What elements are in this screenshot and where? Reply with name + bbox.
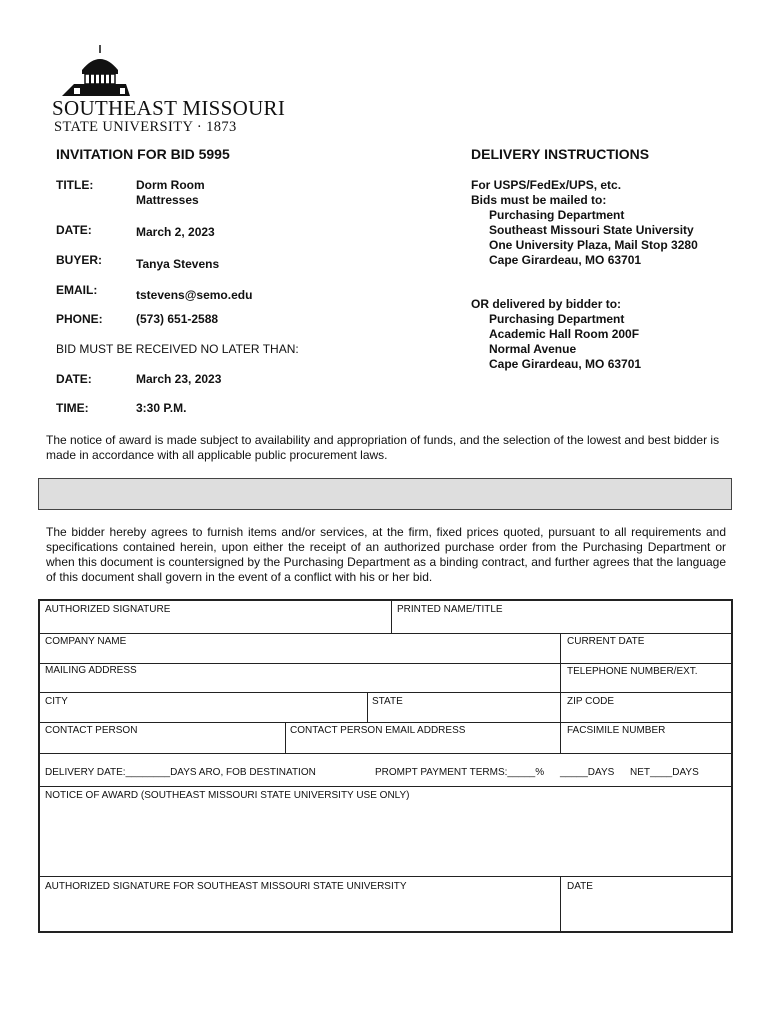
gray-divider-bar	[38, 478, 732, 510]
telephone-field[interactable]: TELEPHONE NUMBER/EXT.	[567, 666, 698, 677]
hand-address-line2: Academic Hall Room 200F	[489, 327, 640, 341]
notice-of-award-field: NOTICE OF AWARD (SOUTHEAST MISSOURI STATE UNIVERSITY USE ONLY)	[45, 790, 410, 801]
printed-name-field[interactable]: PRINTED NAME/TITLE	[397, 604, 503, 615]
bidder-form	[38, 599, 733, 933]
authorized-signature-field[interactable]: AUTHORIZED SIGNATURE	[45, 604, 171, 615]
agreement-paragraph: The bidder hereby agrees to furnish items and/or services, at the firm, fixed prices quoted, pursuant to all requirements and specifications contained herein, upon either the receipt of an authorized purchase order from the Purchasing Department or when this document is countersigned by the Purchasing Department as a binding contract, and further agrees that the language of this document shall govern in the event of a conflict with his or her bid.	[46, 525, 726, 584]
mail-address-line1: Purchasing Department	[489, 208, 625, 222]
mail-address-line3: One University Plaza, Mail Stop 3280	[489, 238, 698, 252]
contact-person-field[interactable]: CONTACT PERSON	[45, 725, 138, 736]
mail-line2: Bids must be mailed to:	[471, 193, 607, 207]
email-label: EMAIL:	[56, 283, 98, 297]
deadline-heading: BID MUST BE RECEIVED NO LATER THAN:	[56, 342, 299, 356]
hand-delivery-instructions	[471, 297, 761, 372]
hand-address-line1: Purchasing Department	[489, 312, 625, 326]
delivery-heading: DELIVERY INSTRUCTIONS	[471, 146, 650, 162]
email-value[interactable]: tstevens@semo.edu	[136, 288, 253, 302]
hand-address-line3: Normal Avenue	[489, 342, 577, 356]
deadline-date-value: March 23, 2023	[136, 372, 222, 386]
date-value: March 2, 2023	[136, 225, 215, 239]
notice-paragraph: The notice of award is made subject to availability and appropriation of funds, and the selection of the lowest and best bidder is made in accordance with all applicable public procurement laws.	[46, 433, 720, 462]
logo-name-line1: SOUTHEAST MISSOURI	[52, 96, 286, 120]
city-field[interactable]: CITY	[45, 696, 68, 707]
company-name-field[interactable]: COMPANY NAME	[45, 636, 127, 647]
title-label: TITLE:	[56, 178, 94, 192]
hand-address-line4: Cape Girardeau, MO 63701	[489, 357, 642, 371]
payment-net-field[interactable]: NET____DAYS	[630, 767, 699, 778]
date-label: DATE:	[56, 223, 92, 237]
facsimile-field[interactable]: FACSIMILE NUMBER	[567, 725, 666, 736]
deadline-date-label: DATE:	[56, 372, 92, 386]
deadline-time-label: TIME:	[56, 401, 89, 415]
bid-heading: INVITATION FOR BID 5995	[56, 146, 230, 162]
mail-address-line2: Southeast Missouri State University	[489, 223, 694, 237]
deadline-time-value: 3:30 P.M.	[136, 401, 187, 415]
payment-terms-field[interactable]: PROMPT PAYMENT TERMS:_____%	[375, 767, 545, 778]
mail-line1: For USPS/FedEx/UPS, etc.	[471, 178, 622, 192]
logo-name-line2: STATE UNIVERSITY · 1873	[54, 119, 237, 135]
mailing-address-field[interactable]: MAILING ADDRESS	[45, 665, 137, 676]
dome-building-icon	[60, 44, 132, 100]
university-signature-field[interactable]: AUTHORIZED SIGNATURE FOR SOUTHEAST MISSOURI STATE UNIVERSITY	[45, 881, 407, 892]
hand-line1: OR delivered by bidder to:	[471, 297, 622, 311]
mail-instructions	[471, 178, 761, 268]
buyer-label: BUYER:	[56, 253, 103, 267]
mail-address-line4: Cape Girardeau, MO 63701	[489, 253, 642, 267]
payment-days-field[interactable]: _____DAYS	[560, 767, 615, 778]
title-value-line2: Mattresses	[136, 193, 199, 207]
phone-label: PHONE:	[56, 312, 103, 326]
delivery-date-field[interactable]: DELIVERY DATE:________DAYS ARO, FOB DESTINATION	[45, 767, 316, 778]
buyer-value: Tanya Stevens	[136, 257, 220, 271]
university-date-field[interactable]: DATE	[567, 881, 593, 892]
title-value-line1: Dorm Room	[136, 178, 205, 192]
state-field[interactable]: STATE	[372, 696, 403, 707]
contact-email-field[interactable]: CONTACT PERSON EMAIL ADDRESS	[290, 725, 466, 736]
current-date-field[interactable]: CURRENT DATE	[567, 636, 645, 647]
phone-value: (573) 651-2588	[136, 312, 219, 326]
zip-code-field[interactable]: ZIP CODE	[567, 696, 615, 707]
